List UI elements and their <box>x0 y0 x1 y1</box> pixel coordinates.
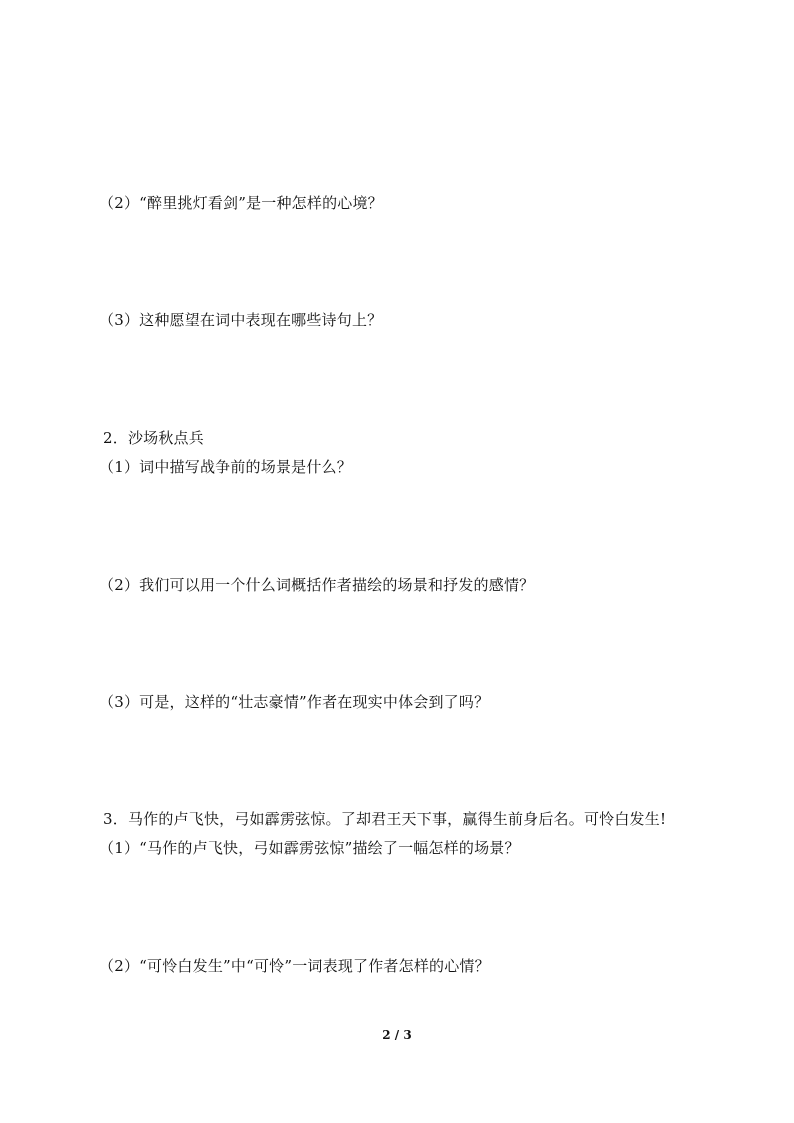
section-2-heading: 2．沙场秋点兵 <box>103 429 204 447</box>
question-s2-1: （1）词中描写战争前的场景是什么？ <box>99 458 352 476</box>
page-number: 2 / 3 <box>382 1028 412 1042</box>
question-s2-3: （3）可是，这样的“壮志豪情”作者在现实中体会到了吗？ <box>99 693 490 711</box>
question-s3-2: （2）“可怜白发生”中“可怜”一词表现了作者怎样的心情？ <box>99 957 490 975</box>
section-3-heading: 3．马作的卢飞快，弓如霹雳弦惊。了却君王天下事，赢得生前身后名。可怜白发生! <box>103 810 667 828</box>
question-2-2: （2）“醉里挑灯看剑”是一种怎样的心境？ <box>99 194 383 212</box>
question-s2-2: （2）我们可以用一个什么词概括作者描绘的场景和抒发的感情？ <box>99 576 535 594</box>
question-s3-1: （1）“马作的卢飞快，弓如霹雳弦惊”描绘了一幅怎样的场景？ <box>99 839 520 857</box>
question-2-3: （3）这种愿望在词中表现在哪些诗句上？ <box>99 311 383 329</box>
